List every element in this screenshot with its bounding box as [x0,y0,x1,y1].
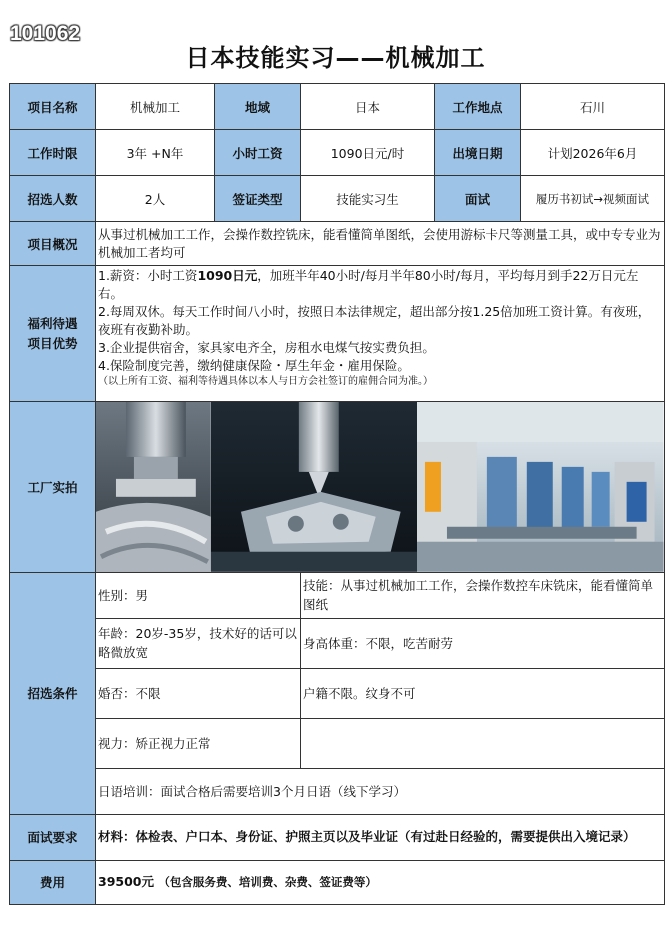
table-row [10,814,665,860]
departure-value: 计划2026年6月 [521,130,665,176]
hourly-wage-value: 1090日元/时 [301,130,435,176]
table-row [10,718,665,768]
departure-label: 出境日期 [435,130,521,176]
table-row [10,618,665,668]
cnc-tool-photo [96,402,211,572]
req-empty [301,718,665,768]
visa-label: 签证类型 [215,176,301,222]
wage-highlight: 1090日元 [197,268,258,283]
req-household: 户籍不限。纹身不可 [301,668,665,718]
table-row [10,266,665,402]
benefits-label [10,266,96,402]
benefits-label-line2: 项目优势 [27,335,78,351]
req-japanese: 日语培训：面试合格后需要培训3个月日语（线下学习） [96,768,665,814]
headcount-value: 2人 [96,176,215,222]
region-label: 地域 [215,84,301,130]
interview-value: 履历书初试→视频面试 [521,176,665,222]
headcount-label: 招选人数 [10,176,96,222]
req-marital: 婚否：不限 [96,668,301,718]
factory-label: 工厂实拍 [10,402,96,573]
machining-photo [211,402,418,572]
benefit-item-schedule: 2.每周双休。每天工作时间八小时，按照日本法律规定，超出部分按1.25倍加班工资计算。有夜班，夜班有夜勤补助。 [98,304,651,337]
workplace-value: 石川 [521,84,665,130]
fee-label: 费用 [10,860,96,904]
watermark-code: 101062 [10,22,81,45]
page-title: 日本技能实习——机械加工 [185,44,486,72]
fee-text [96,860,665,904]
interview-label: 面试 [435,176,521,222]
fee-detail: （包含服务费、培训费、杂费、签证费等） [158,875,377,890]
benefits-label-line1: 福利待遇 [27,315,78,331]
req-height-weight: 身高体重：不限，吃苦耐劳 [301,618,665,668]
benefits-note: （以上所有工资、福利等待遇具体以本人与日方会社签订的雇佣合同为准。） [98,376,433,387]
hourly-wage-label: 小时工资 [215,130,301,176]
table-row [10,130,665,176]
overview-label: 项目概况 [10,222,96,266]
project-name-value: 机械加工 [96,84,215,130]
req-age: 年龄：20岁-35岁，技术好的话可以略微放宽 [96,618,301,668]
interview-req-label: 面试要求 [10,814,96,860]
benefit-item-dorm: 3.企业提供宿舍，家具家电齐全，房租水电煤气按实费负担。 [98,340,435,355]
factory-photos [96,402,665,573]
req-gender: 性别：男 [96,572,301,618]
visa-value: 技能实习生 [301,176,435,222]
fee-amount: 39500元 [98,874,154,890]
info-table [9,83,665,905]
interview-req-text: 材料：体检表、户口本、身份证、护照主页以及毕业证（有过赴日经验的，需要提供出入境记录） [96,814,665,860]
table-row [10,176,665,222]
requirements-label: 招选条件 [10,572,96,814]
table-row [10,668,665,718]
table-row [10,768,665,814]
workplace-label: 工作地点 [435,84,521,130]
benefit-item-insurance: 4.保险制度完善，缴纳健康保险・厚生年金・雇用保险。 [98,358,410,373]
table-row [10,84,665,130]
project-name-label: 项目名称 [10,84,96,130]
req-skill: 技能：从事过机械加工工作，会操作数控车床铣床，能看懂简单图纸 [301,572,665,618]
duration-label: 工作时限 [10,130,96,176]
req-vision: 视力：矫正视力正常 [96,718,301,768]
overview-text: 从事过机械加工工作，会操作数控铣床，能看懂简单图纸，会使用游标卡尺等测量工具，或中专专业为机械加工者均可 [96,222,665,266]
region-value: 日本 [301,84,435,130]
factory-floor-photo [417,402,664,572]
duration-value: 3年 +N年 [96,130,215,176]
table-row [10,572,665,618]
table-row [10,402,665,573]
benefits-text [96,266,665,402]
table-row [10,222,665,266]
table-row [10,860,665,904]
benefit-item-salary: 1.薪资：小时工资1090日元，加班半年40小时/每月半年80小时/每月，平均每月到手22万日元左右。 [98,268,639,301]
